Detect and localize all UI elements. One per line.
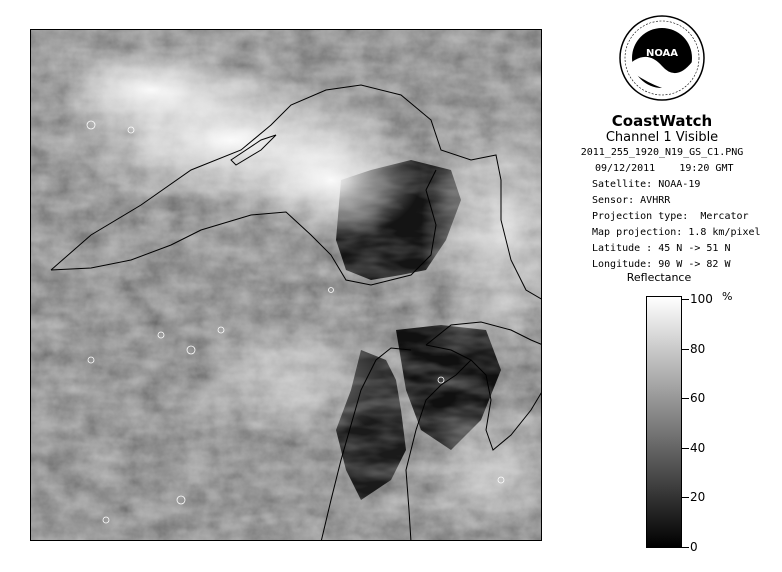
colorbar-title: Reflectance — [626, 271, 692, 284]
file-name: 2011_255_1920_N19_GS_C1.PNG — [580, 147, 744, 158]
map-projection: Map projection: 1.8 km/pixel — [592, 227, 761, 238]
noaa-logo — [618, 14, 706, 102]
time-value: 19:20 GMT — [679, 163, 734, 174]
colorbar-tick — [682, 497, 689, 498]
acquisition-datetime — [595, 163, 734, 174]
colorbar-tick-label: 100 — [690, 292, 713, 306]
colorbar-tick — [682, 299, 689, 300]
date-value: 09/12/2011 — [595, 163, 656, 174]
satellite-image-svg — [31, 30, 542, 541]
colorbar-tick — [682, 349, 689, 350]
app-title: CoastWatch — [611, 112, 713, 130]
colorbar-tick — [682, 448, 689, 449]
projection-type: Projection type: Mercator — [592, 211, 749, 222]
colorbar-tick-label: 0 — [690, 540, 698, 554]
longitude-range: Longitude: 90 W -> 82 W — [592, 259, 731, 270]
colorbar-unit: % — [722, 290, 733, 303]
channel-label: Channel 1 Visible — [605, 130, 719, 145]
colorbar-tick-label: 20 — [690, 490, 706, 505]
colorbar-tick-label: 40 — [690, 440, 706, 455]
satellite-image — [30, 29, 542, 541]
logo-text: NOAA — [645, 48, 679, 59]
sensor-info: Sensor: AVHRR — [592, 195, 671, 206]
latitude-range: Latitude : 45 N -> 51 N — [592, 243, 731, 254]
colorbar-tick — [682, 398, 689, 399]
colorbar-tick — [682, 547, 689, 548]
colorbar-tick-label: 80 — [690, 341, 706, 356]
satellite-info: Satellite: NOAA-19 — [592, 179, 701, 190]
reflectance-colorbar — [646, 296, 682, 548]
cloud-texture — [31, 30, 542, 541]
colorbar-tick-label: 60 — [690, 391, 706, 406]
